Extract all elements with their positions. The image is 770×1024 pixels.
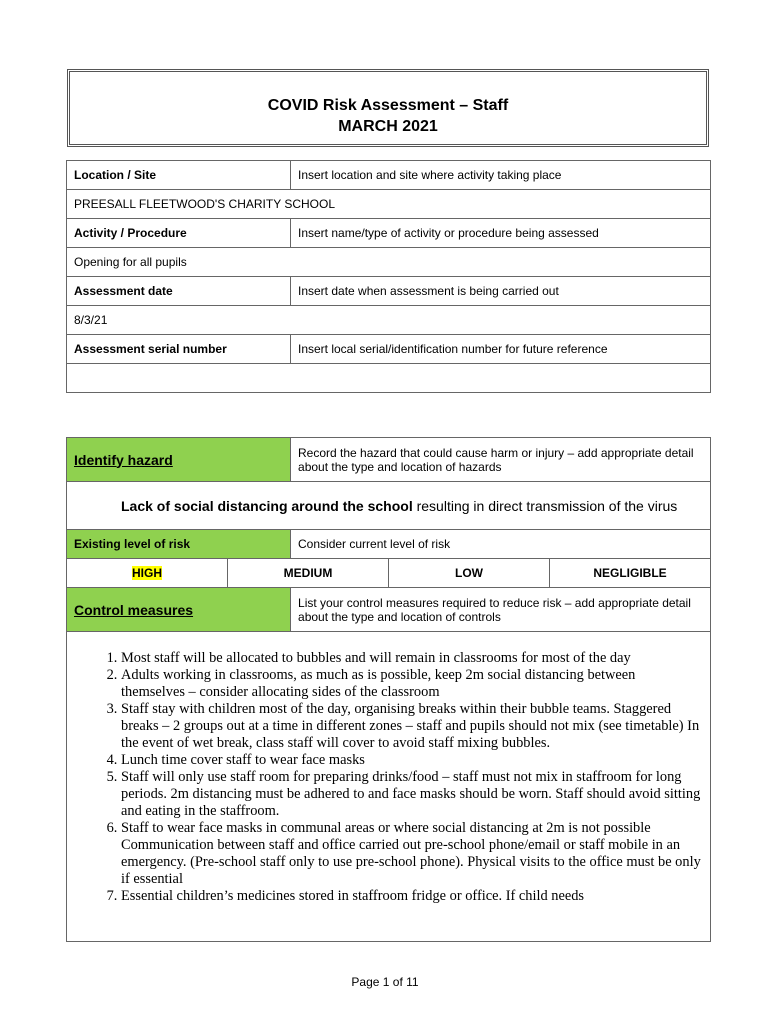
date-label: Assessment date bbox=[67, 277, 291, 306]
activity-value[interactable]: Opening for all pupils bbox=[67, 248, 711, 277]
list-item bbox=[121, 820, 702, 888]
serial-value[interactable] bbox=[67, 364, 711, 393]
table-row bbox=[67, 364, 711, 393]
document-date: MARCH 2021 bbox=[338, 118, 438, 135]
control-measures-cell bbox=[67, 588, 291, 632]
serial-hint: Insert local serial/identification number for future reference bbox=[291, 335, 711, 364]
location-value[interactable]: PREESALL FLEETWOOD'S CHARITY SCHOOL bbox=[67, 190, 711, 219]
table-row bbox=[67, 530, 711, 559]
table-row bbox=[67, 482, 711, 530]
assessment-details-table bbox=[66, 160, 711, 393]
risk-level-low[interactable]: LOW bbox=[389, 559, 550, 588]
activity-label: Activity / Procedure bbox=[67, 219, 291, 248]
risk-level-medium[interactable]: MEDIUM bbox=[228, 559, 389, 588]
control-measures-hint: List your control measures required to reduce risk – add appropriate detail about the type and location of controls bbox=[291, 588, 711, 632]
table-row bbox=[67, 306, 711, 335]
location-hint: Insert location and site where activity taking place bbox=[291, 161, 711, 190]
page-number: Page 1 of 11 bbox=[351, 975, 419, 989]
table-row bbox=[67, 335, 711, 364]
table-row bbox=[67, 248, 711, 277]
document-title: COVID Risk Assessment – Staff bbox=[267, 97, 509, 114]
list-item: 1. Most staff will be allocated to bubbles and will remain in classrooms for most of the day bbox=[121, 650, 702, 667]
risk-level-negligible[interactable]: NEGLIGIBLE bbox=[550, 559, 711, 588]
serial-label: Assessment serial number bbox=[67, 335, 291, 364]
hazard-description[interactable] bbox=[67, 482, 711, 530]
table-row bbox=[67, 190, 711, 219]
list-item: 7. Essential children’s medicines stored in staffroom fridge or office. If child needs bbox=[121, 888, 702, 905]
identify-hazard-label: Identify hazard bbox=[74, 451, 173, 468]
title-box bbox=[67, 69, 709, 147]
table-row bbox=[67, 588, 711, 632]
location-label: Location / Site bbox=[67, 161, 291, 190]
list-item: 3. Staff stay with children most of the day, organising breaks within their bubble teams. Staggered breaks – 2 groups out at a time in different zones – staff and pupils should not mix (see timetable) In the event of wet break, class staff will cover to avoid staff mixing bubbles. bbox=[121, 701, 702, 752]
hazard-description-rest: resulting in direct transmission of the virus bbox=[412, 497, 678, 514]
existing-risk-label: Existing level of risk bbox=[67, 530, 291, 559]
table-row bbox=[67, 161, 711, 190]
list-item: 5. Staff will only use staff room for preparing drinks/food – staff must not mix in staffroom for long periods. 2m distancing must be adhered to and face masks should be worn. Staff should avoid sitting and eating in the staffroom. bbox=[121, 769, 702, 820]
hazard-hint: Record the hazard that could cause harm or injury – add appropriate detail about the type and location of hazards bbox=[291, 438, 711, 482]
table-row bbox=[67, 277, 711, 306]
control-measures-label: Control measures bbox=[74, 601, 194, 618]
control-measures-list[interactable] bbox=[67, 632, 711, 942]
table-row bbox=[67, 219, 711, 248]
date-hint: Insert date when assessment is being carried out bbox=[291, 277, 711, 306]
risk-level-high[interactable] bbox=[67, 559, 228, 588]
risk-level-row bbox=[67, 559, 711, 588]
table-row bbox=[67, 438, 711, 482]
activity-hint: Insert name/type of activity or procedure being assessed bbox=[291, 219, 711, 248]
risk-level-high-label: HIGH bbox=[132, 566, 162, 580]
hazard-description-bold: Lack of social distancing around the school bbox=[121, 497, 413, 514]
list-item-text: Staff to wear face masks in communal areas or where social distancing at 2m is not possible bbox=[121, 820, 651, 836]
list-item: 2. Adults working in classrooms, as much as is possible, keep 2m social distancing between themselves – consider allocating sides of the classroom bbox=[121, 667, 702, 701]
identify-hazard-cell bbox=[67, 438, 291, 482]
list-item-continuation: Communication between staff and office carried out pre-school phone/email or staff mobile in an emergency. (Pre-school staff only to use pre-school phone). Physical visits to the office must be only if essential bbox=[121, 837, 701, 887]
hazard-table bbox=[66, 437, 711, 942]
existing-risk-hint: Consider current level of risk bbox=[291, 530, 711, 559]
table-row bbox=[67, 632, 711, 942]
list-item: 4. Lunch time cover staff to wear face masks bbox=[121, 752, 702, 769]
date-value[interactable]: 8/3/21 bbox=[67, 306, 711, 335]
